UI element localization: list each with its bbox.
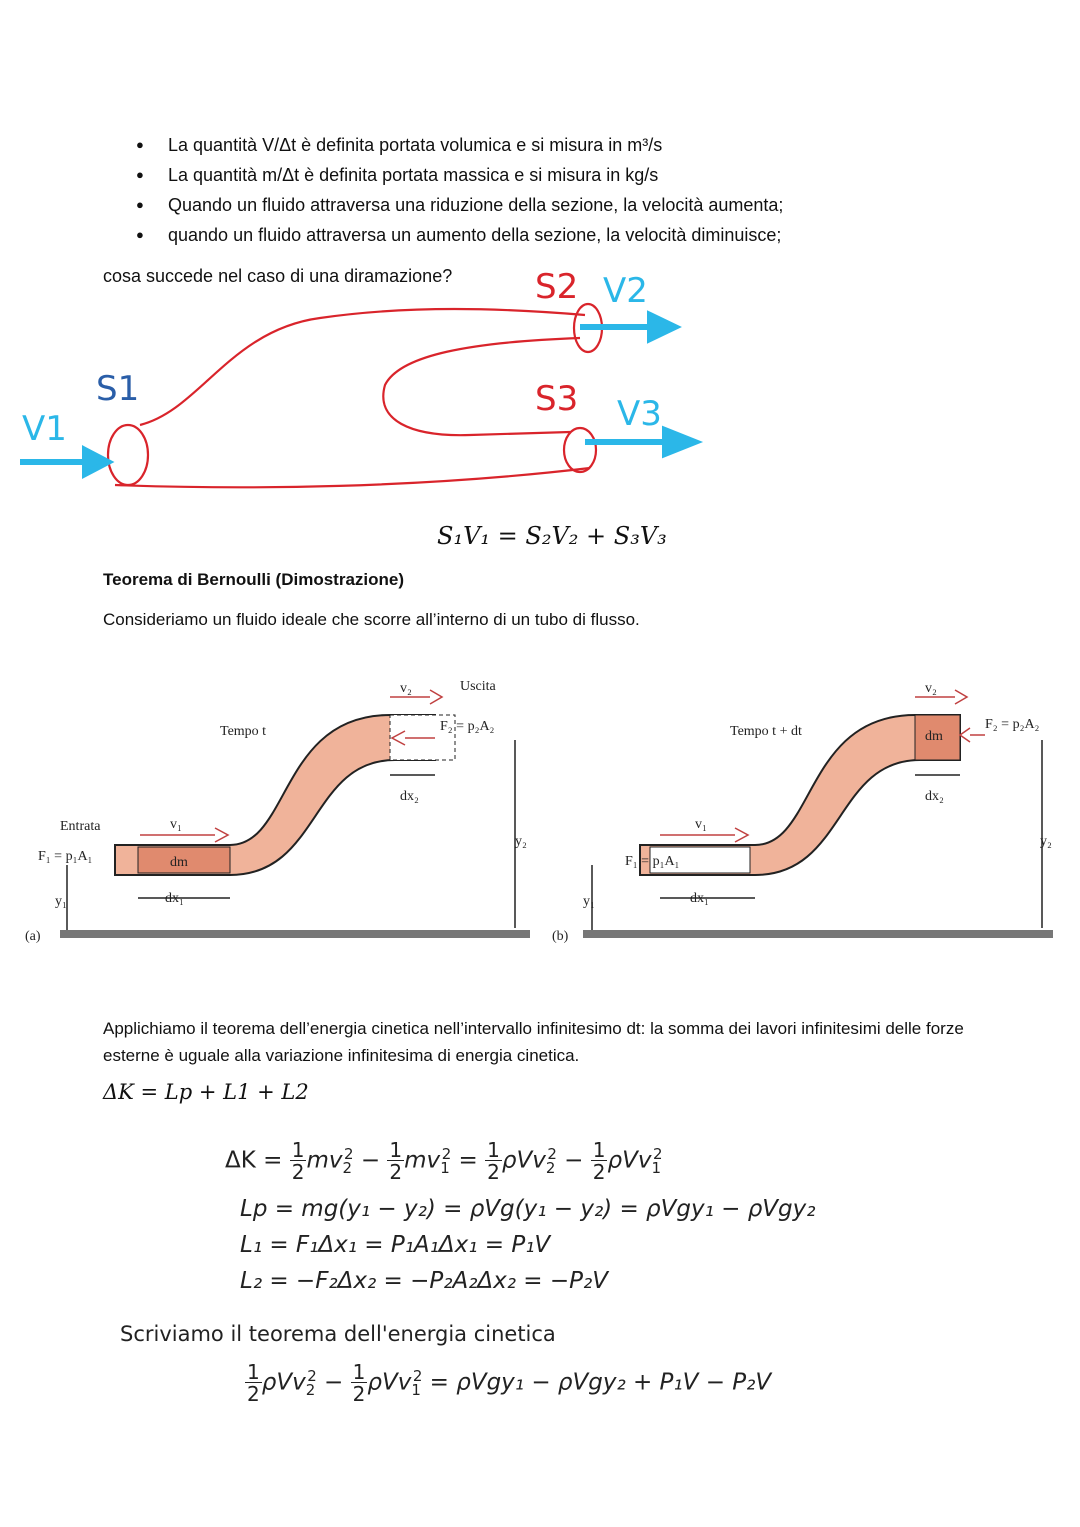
f1-label-b: F₁ = p₁A₁ (625, 854, 680, 869)
dx1-label-b: dx₁ (690, 891, 709, 906)
question-text: cosa succede nel caso di una diramazione? (103, 266, 453, 286)
ground-b (583, 930, 1053, 938)
bernoulli-figure (20, 670, 1060, 960)
eq-lp: Lp = mg(y₁ − y₂) = ρVg(y₁ − y₂) = ρVgy₁ − ρVgy₂ (240, 1196, 816, 1222)
entrance-label: Entrata (60, 819, 101, 834)
bullet-item: ● quando un fluido attraversa un aumento della sezione, la velocità diminuisce; (168, 220, 783, 250)
branching-pipe-sketch (0, 260, 760, 510)
v1-label: V1 (22, 409, 67, 449)
dm-label: dm (925, 729, 943, 744)
f1-label-a: F₁ = p₁A₁ (38, 849, 93, 864)
dx1-label-a: dx₁ (165, 891, 184, 906)
paragraph: Applichiamo il teorema dell’energia cinetica nell’intervallo infinitesimo dt: la somma dei lavori infinitesimi delle forze esterne è uguale alla variazione infinitesima di energia cinetica. (103, 1019, 964, 1065)
intro-text: Consideriamo un fluido ideale che scorre all’interno di un tubo di flusso. (103, 610, 640, 629)
eq-delta-k: ΔK = $\frac{1}{2}$ $mv_2^2$ − $\frac{1}{2}$ $mv_1^2$ = $\frac{1}{2}$ ρVv$_2^2$ − $\frac{1}{2}$ ρVv$_1^2$ (225, 1138, 663, 1184)
y2-label-a: y₂ (515, 834, 527, 849)
v3-label: V3 (617, 394, 662, 434)
exit-label: Uscita (460, 679, 496, 694)
panel-tag-a: (a) (25, 929, 41, 944)
time-label-b: Tempo t + dt (730, 724, 802, 739)
v2-label: V2 (603, 271, 648, 311)
bullet-item: ● Quando un fluido attraversa una riduzione della sezione, la velocità aumenta; (168, 190, 783, 220)
bullet-item: ● La quantità V/Δt è definita portata volumica e si misura in m³/s (168, 130, 783, 160)
energy-sum: ΔK = Lp + L1 + L2 (103, 1080, 309, 1104)
eq-l2: L₂ = −F₂Δx₂ = −P₂A₂Δx₂ = −P₂V (240, 1268, 608, 1294)
s1-label: S1 (96, 369, 140, 409)
y1-label-b: y₁ (583, 894, 595, 909)
eq-l1: L₁ = F₁Δx₁ = P₁A₁Δx₁ = P₁V (240, 1232, 551, 1258)
y1-label-a: y₁ (55, 894, 67, 909)
dx2-label-a: dx₂ (400, 789, 419, 804)
equation-block (225, 1140, 865, 1304)
v2-label-a: v₂ (400, 681, 412, 696)
time-label-a: Tempo t (220, 724, 267, 739)
ground-a (60, 930, 530, 938)
s3-label: S3 (535, 379, 579, 419)
f2-label-a: F₂ = p₂A₂ (440, 719, 495, 734)
eq-final: $\frac{1}{2}$ ρVv$_2^2$ − $\frac{1}{2}$ ρVv$_1^2$ = ρVgy₁ − ρVgy₂ + P₁V − P₂V (247, 1360, 772, 1406)
bullet-item: ● La quantità m/Δt è definita portata massica e si misura in kg/s (168, 160, 783, 190)
pipe-outline (108, 304, 602, 487)
v1-label-b: v₁ (695, 817, 707, 832)
eq-final-rhs: = ρVgy₁ − ρVgy₂ + P₁V − P₂V (429, 1369, 772, 1396)
bullet-list (100, 130, 783, 250)
figure-panel-b (552, 681, 1053, 944)
figure-panel-a (25, 679, 530, 944)
f2-label-b: F₂ = p₂A₂ (985, 717, 1040, 732)
v1-label-a: v₁ (170, 817, 182, 832)
dm-label: dm (170, 855, 188, 870)
v2-label-b: v₂ (925, 681, 937, 696)
continuity-equation: S₁V₁ = S₂V₂ + S₃V₃ (437, 522, 667, 550)
theorem-label: Scriviamo il teorema dell'energia cinetica (120, 1322, 556, 1346)
s2-label: S2 (535, 267, 579, 307)
y2-label-b: y₂ (1040, 834, 1052, 849)
dx2-label-b: dx₂ (925, 789, 944, 804)
panel-tag-b: (b) (552, 929, 569, 944)
section-title: Teorema di Bernoulli (Dimostrazione) (103, 570, 405, 589)
